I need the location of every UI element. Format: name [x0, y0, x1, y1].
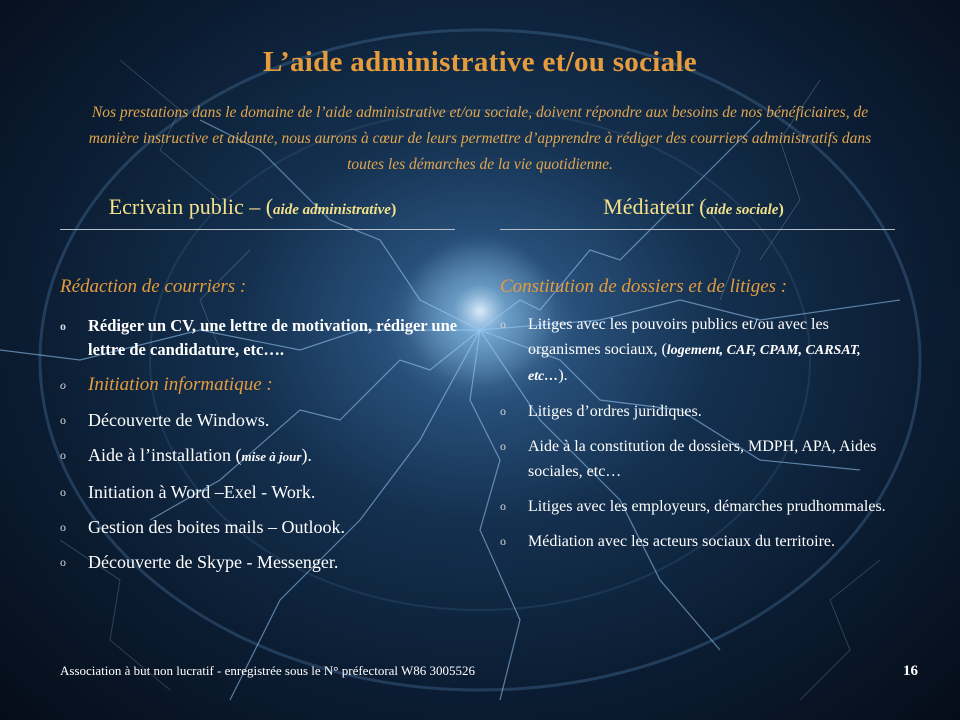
list-item: [60, 314, 460, 362]
right-subheading: Constitution de dossiers et de litiges :: [500, 276, 788, 297]
list-item-text: Découverte de Skype - Messenger.: [88, 552, 339, 572]
list-item-text: Litiges d’ordres juridiques.: [528, 403, 702, 420]
list-item: [60, 480, 460, 504]
list-item-text: Aide à la constitution de dossiers, MDPH, APA, Aides sociales, etc…: [528, 438, 877, 480]
bullet-icon: o: [60, 413, 66, 427]
left-heading-close: ): [390, 201, 397, 218]
list-item-text: Initiation à Word –Exel - Work.: [88, 482, 316, 502]
list-item: [500, 529, 895, 554]
page-number: 16: [903, 663, 918, 679]
slide-title: L’aide administrative et/ou sociale: [263, 46, 697, 78]
right-column-heading: [496, 194, 891, 220]
footer-text: Association à but non lucratif - enregistrée sous le N° préfectoral W86 3005526: [60, 663, 476, 678]
left-heading-divider: [60, 229, 455, 230]
bullet-icon: o: [500, 317, 506, 331]
bullet-icon: o: [60, 520, 66, 534]
left-bullet-list: [60, 314, 460, 574]
list-item: [60, 443, 460, 469]
right-heading-close: ): [778, 201, 784, 218]
list-item-italic: mise à jour: [241, 449, 302, 464]
bullet-icon: o: [60, 555, 66, 569]
bullet-icon: o: [60, 319, 66, 333]
list-item: [500, 494, 895, 519]
list-item: [60, 515, 460, 539]
left-heading-text: Ecrivain public – (: [108, 194, 274, 219]
list-item-text: Litiges avec les employeurs, démarches prudhommales.: [528, 498, 886, 515]
left-subheading: Rédaction de courriers :: [60, 276, 247, 297]
right-heading-italic: aide sociale: [706, 202, 779, 218]
left-column-heading: [55, 194, 450, 220]
list-item: [500, 399, 895, 424]
list-item: [60, 408, 460, 432]
list-item: [500, 312, 895, 389]
list-item-text: Aide à l’installation (: [88, 445, 242, 465]
bullet-icon: o: [500, 534, 506, 548]
list-item-text: Gestion des boites mails – Outlook.: [88, 517, 345, 537]
list-item-text: Initiation informatique :: [88, 374, 273, 395]
list-item: [60, 550, 460, 574]
list-item-text: Découverte de Windows.: [88, 410, 270, 430]
bullet-icon: o: [60, 485, 66, 499]
right-column: [500, 312, 895, 564]
list-item-close: ).: [558, 367, 568, 384]
list-item-text: Litiges avec les pouvoirs publics et/ou avec les organismes sociaux, (: [528, 316, 829, 358]
left-heading-italic: aide administrative: [273, 202, 391, 218]
right-bullet-list: [500, 312, 895, 554]
right-heading-text: Médiateur (: [603, 194, 707, 219]
list-item-close: ).: [301, 445, 312, 465]
list-item: [60, 373, 460, 397]
list-item-text: Rédiger un CV, une lettre de motivation, rédiger une lettre de candidature, etc….: [88, 316, 458, 359]
bullet-icon: o: [60, 378, 66, 392]
bullet-icon: o: [500, 439, 506, 453]
intro-paragraph: Nos prestations dans le domaine de l’aide administrative et/ou sociale, doivent répondre aux besoins de nos bénéficiaires, de manière instructive et aidante, nous aurons à cœur de leurs permettre d’apprendre à rédiger des courriers administratifs dans toutes les démarches de la vie quotidienne.: [88, 104, 872, 173]
bullet-icon: o: [500, 404, 506, 418]
left-column: [60, 314, 460, 585]
bullet-icon: o: [60, 448, 66, 462]
list-item-italic: logement, CAF, CPAM, CARSAT, etc…: [528, 343, 861, 384]
list-item: [500, 434, 895, 484]
right-heading-divider: [500, 229, 895, 230]
bullet-icon: o: [500, 499, 506, 513]
list-item-text: Médiation avec les acteurs sociaux du territoire.: [528, 533, 835, 550]
